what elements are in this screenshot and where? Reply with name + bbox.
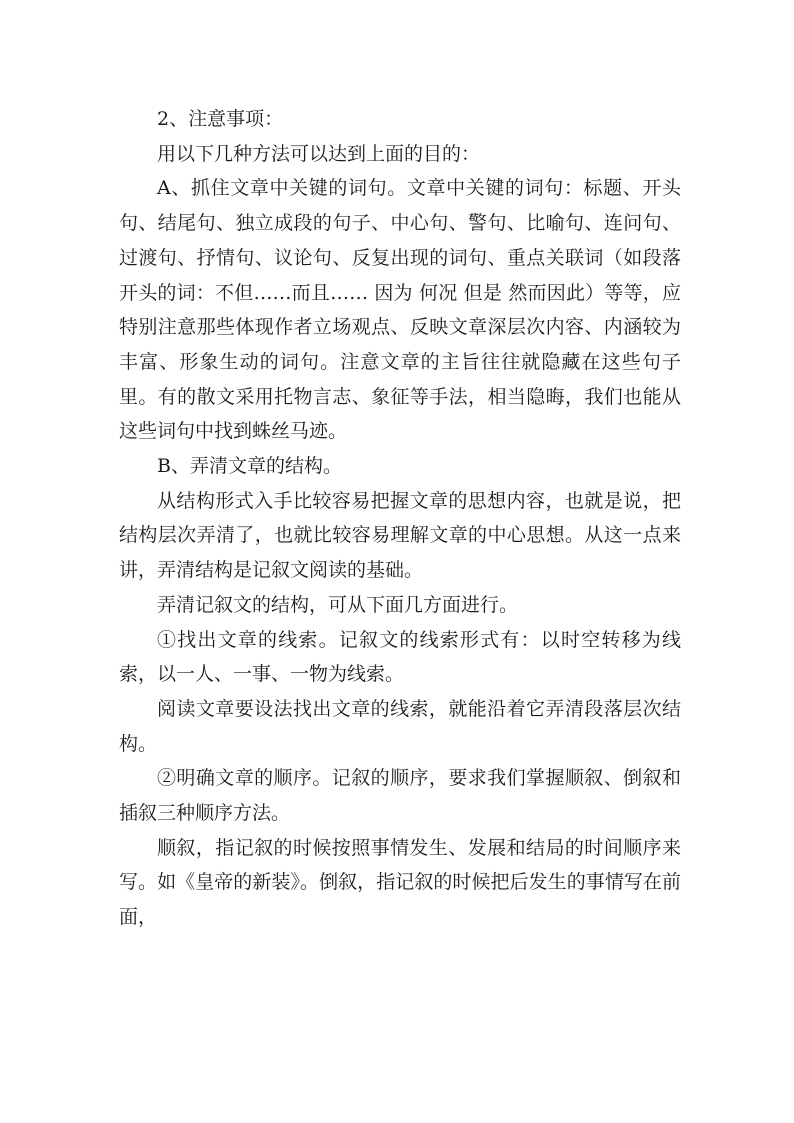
paragraph-structure: 从结构形式入手比较容易把握文章的思想内容，也就是说，把结构层次弄清了，也就比较容易理解文章的中心思想。从这一点来讲，弄清结构是记叙文阅读的基础。 — [119, 489, 681, 582]
paragraph-order: ②明确文章的顺序。记叙的顺序，要求我们掌握顺叙、倒叙和插叙三种顺序方法。 — [119, 767, 681, 825]
paragraph-structure-intro: 弄清记叙文的结构，可从下面几方面进行。 — [157, 593, 519, 616]
paragraph-intro: 用以下几种方法可以达到上面的目的： — [157, 142, 481, 165]
paragraph-order-detail: 顺叙，指记叙的时候按照事情发生、发展和结局的时间顺序来写。如《皇帝的新装》。倒叙，指记叙的时候把后发生的事情写在前面， — [119, 836, 681, 929]
heading-notes: 2、注意事项： — [157, 108, 284, 130]
paragraph-method-a: A、抓住文章中关键的词句。文章中关键的词句：标题、开头句、结尾句、独立成段的句子、中心句、警句、比喻句、连问句、过渡句、抒情句、议论句、反复出现的词句、重点关联词（如段落开头的词：不但……而且…… 因为 何况 但是 然而因此）等等，应特别注意那些体现作者立场观点、反映文章深层次内容、内涵较为丰富、形象生动的词句。注意文章的主旨往往就隐藏在这些句子里。有的散文采用托物言志、象征等手法，相当隐晦，我们也能从这些词句中找到蛛丝马迹。 — [119, 177, 681, 443]
document-body — [119, 102, 681, 935]
paragraph-method-b-title: B、弄清文章的结构。 — [157, 455, 342, 478]
paragraph-clue-reading: 阅读文章要设法找出文章的线索，就能沿着它弄清段落层次结构。 — [119, 697, 681, 755]
paragraph-clue: ①找出文章的线索。记叙文的线索形式有：以时空转移为线索，以一人、一事、一物为线索。 — [119, 628, 681, 686]
